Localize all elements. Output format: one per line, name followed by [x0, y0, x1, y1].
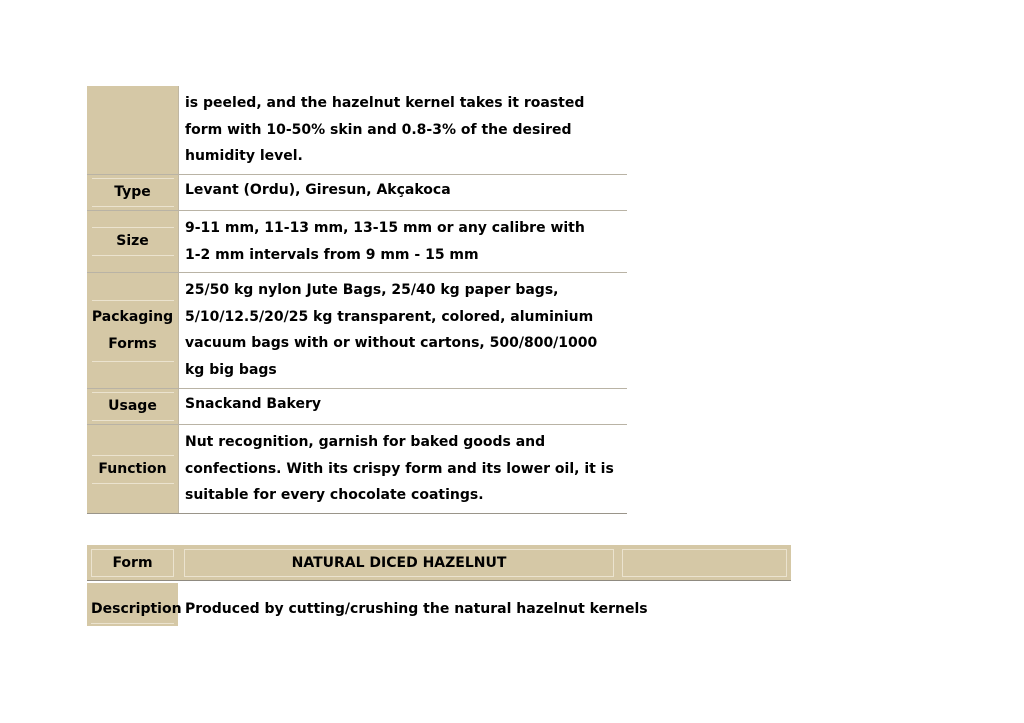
- spec-label-size: Size: [92, 227, 174, 256]
- spec-value-packaging: 25/50 kg nylon Jute Bags, 25/40 kg paper bags, 5/10/12.5/20/25 kg transparent, colored, aluminium vacuum bags with or without cartons, 500/800/1000 kg big bags: [185, 282, 598, 378]
- spec-label-cell: [87, 175, 179, 210]
- spec-label-usage: Usage: [92, 392, 174, 421]
- spec-label-cell: [87, 389, 179, 424]
- spec-value-cell: [179, 389, 627, 424]
- spec-label-cell: [87, 425, 179, 513]
- spec-value-cell: [179, 273, 627, 388]
- spec-row-size: [87, 211, 627, 273]
- form-empty-cell: [622, 549, 787, 577]
- spec-value-size: 9-11 mm, 11-13 mm, 13-15 mm or any calibre with 1-2 mm intervals from 9 mm - 15 mm: [185, 220, 585, 263]
- spec-label-packaging: Packaging Forms: [92, 300, 174, 362]
- description-value: Produced by cutting/crushing the natural hazelnut kernels: [185, 601, 648, 617]
- spec-row-function: [87, 425, 627, 514]
- form-header-row: [87, 545, 791, 581]
- spec-value-cell: [179, 86, 627, 174]
- spec-value-usage: Snackand Bakery: [185, 396, 321, 412]
- spec-label-cell: [87, 273, 179, 388]
- spec-value-cell: [179, 175, 627, 210]
- form-label: Form: [91, 549, 174, 577]
- spec-row-packaging: [87, 273, 627, 389]
- spec-row-intro: [87, 86, 627, 175]
- spec-row-type: [87, 175, 627, 211]
- spec-label-cell: [87, 211, 179, 272]
- spec-row-usage: [87, 389, 627, 425]
- spec-label-cell: [87, 86, 179, 174]
- spec-table: [87, 86, 627, 514]
- spec-label-type: Type: [92, 178, 174, 207]
- spec-value-cell: [179, 211, 627, 272]
- form-value: NATURAL DICED HAZELNUT: [184, 549, 614, 577]
- spec-value-type: Levant (Ordu), Giresun, Akçakoca: [185, 182, 451, 198]
- description-label: Description: [91, 583, 174, 624]
- spec-label-function: Function: [92, 455, 174, 484]
- spec-value-intro: is peeled, and the hazelnut kernel takes it roasted form with 10-50% skin and 0.8-3% of the desired humidity level.: [185, 95, 585, 164]
- spec-value-function: Nut recognition, garnish for baked goods and confections. With its crispy form and its lower oil, it is suitable for every chocolate coatings.: [185, 434, 614, 503]
- description-label-cell: [87, 583, 182, 626]
- spec-value-cell: [179, 425, 627, 513]
